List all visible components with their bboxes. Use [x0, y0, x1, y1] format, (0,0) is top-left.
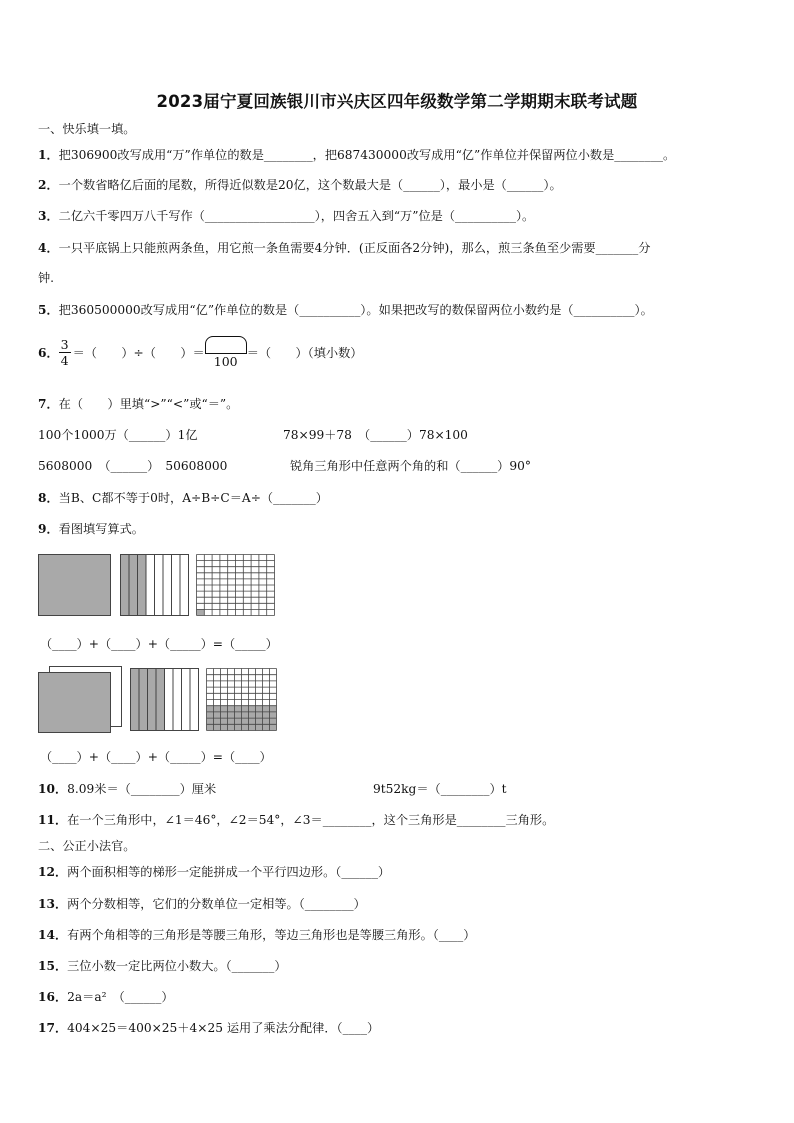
shaded-cell	[228, 712, 235, 718]
shaded-cell	[249, 712, 256, 718]
ten-rod	[155, 555, 164, 616]
question-12: 12．两个面积相等的梯形一定能拼成一个平行四边形。（______）	[38, 865, 391, 879]
shaded-cell	[221, 718, 228, 724]
question-1: 1．把306900改写成用“万”作单位的数是________，把687430000改写成用“亿”作单位并保留两位小数是________。	[38, 148, 676, 162]
ten-rod	[156, 669, 165, 731]
shaded-cell	[270, 706, 277, 712]
ten-rod	[172, 555, 181, 616]
question-11: 11．在一个三角形中，∠1＝46°，∠2＝54°，∠3＝________，这个三角形是________三角形。	[38, 813, 555, 827]
shaded-cell	[263, 706, 270, 712]
shaded-cell	[214, 718, 221, 724]
question-10b: 9t52kg＝（________）t	[373, 782, 507, 796]
shaded-cell	[270, 724, 277, 730]
question-7b: 78×99＋78 （______）78×100	[283, 428, 468, 442]
ten-rod	[148, 669, 157, 731]
question-15: 15．三位小数一定比两位小数大。（_______）	[38, 959, 287, 973]
hundred-square	[39, 555, 111, 616]
ten-rod	[165, 669, 174, 731]
ten-rod	[173, 669, 182, 731]
question-3: 3．二亿六千零四万八千写作（__________________），四舍五入到“万”位是（__________）。	[38, 209, 535, 223]
shaded-cell	[270, 712, 277, 718]
question-7c: 5608000 （______） 50608000	[38, 459, 228, 473]
question-10a: 10．8.09米＝（________）厘米	[38, 782, 217, 796]
ten-rod	[182, 669, 191, 731]
shaded-cell	[249, 706, 256, 712]
ten-rods	[121, 555, 189, 616]
shaded-cell	[263, 724, 270, 730]
ten-rod	[129, 555, 138, 616]
shaded-cell	[256, 718, 263, 724]
shaded-cell	[207, 706, 214, 712]
shaded-cell	[242, 706, 249, 712]
ten-rod	[138, 555, 147, 616]
ten-rods-2	[130, 668, 200, 732]
shaded-cell	[207, 712, 214, 718]
ten-rod	[180, 555, 189, 616]
question-2: 2．一个数省略亿后面的尾数，所得近似数是20亿，这个数最大是（______），最小是（______）。	[38, 178, 562, 192]
shaded-cell	[249, 724, 256, 730]
section-2-heading: 二、公正小法官。	[38, 839, 136, 853]
section-1-heading: 一、快乐填一填。	[38, 122, 136, 136]
question-9: 9．看图填写算式。	[38, 522, 144, 536]
fraction-blank-100: 100	[205, 336, 247, 369]
hundred-square-2	[39, 673, 111, 733]
shaded-cell	[242, 724, 249, 730]
question-7a: 100个1000万（______）1亿	[38, 428, 198, 442]
ten-rod	[146, 555, 155, 616]
question-9-equation-2: （____）+（____）+（_____）=（____）	[40, 750, 272, 764]
figure-row-2-squares	[38, 666, 122, 734]
shaded-cell	[221, 712, 228, 718]
shaded-cell	[214, 712, 221, 718]
shaded-cell	[228, 718, 235, 724]
shaded-cell	[270, 718, 277, 724]
figure-row-1	[38, 554, 198, 617]
shaded-cell	[221, 724, 228, 730]
shaded-cell	[235, 718, 242, 724]
shaded-cell	[256, 724, 263, 730]
shaded-cell	[235, 724, 242, 730]
question-16: 16．2a＝a² （______）	[38, 990, 174, 1004]
question-4: 4．一只平底锅上只能煎两条鱼，用它煎一条鱼需要4分钟．(正反面各2分钟)，那么，煎三条鱼至少需要_______分	[38, 241, 651, 255]
shaded-cell	[249, 718, 256, 724]
shaded-cell	[242, 718, 249, 724]
question-13: 13．两个分数相等，它们的分数单位一定相等。（________）	[38, 897, 366, 911]
ten-rod	[131, 669, 140, 731]
ten-rod	[163, 555, 172, 616]
fraction-3-4: $\frac{3}{4}$	[60, 337, 69, 368]
shaded-cell	[228, 724, 235, 730]
shaded-cell	[242, 712, 249, 718]
ten-rod	[190, 669, 199, 731]
shaded-cell	[207, 718, 214, 724]
question-17: 17．404×25＝400×25＋4×25 运用了乘法分配律．（____）	[38, 1021, 380, 1035]
question-8: 8．当B、C都不等于0时，A÷B÷C＝A÷（_______）	[38, 491, 328, 505]
shaded-cell	[263, 712, 270, 718]
shaded-cell	[228, 706, 235, 712]
shaded-cell	[256, 706, 263, 712]
ten-rod	[121, 555, 130, 616]
hundredths-grid-1	[196, 554, 276, 617]
grid-cells	[197, 555, 275, 616]
shaded-cell	[263, 718, 270, 724]
grid-cells	[207, 669, 277, 731]
question-7: 7．在（ ）里填“>”“<”或“＝”。	[38, 397, 239, 411]
hundredths-grid-2	[206, 668, 278, 732]
shaded-cell	[207, 724, 214, 730]
shaded-cell	[221, 706, 228, 712]
page-title: 2023届宁夏回族银川市兴庆区四年级数学第二学期期末联考试题	[156, 92, 638, 111]
question-14: 14．有两个角相等的三角形是等腰三角形，等边三角形也是等腰三角形。（____）	[38, 928, 476, 942]
shaded-cell	[214, 706, 221, 712]
shaded-cell	[235, 712, 242, 718]
shaded-cell	[197, 609, 205, 615]
ten-rod	[139, 669, 148, 731]
shaded-cell	[256, 712, 263, 718]
question-4-continued: 钟.	[38, 271, 55, 285]
question-5: 5．把360500000改写成用“亿”作单位的数是（__________）。如果把改写的数保留两位小数约是（__________）。	[38, 303, 653, 317]
shaded-cell	[235, 706, 242, 712]
question-7d: 锐角三角形中任意两个角的和（______）90°	[290, 459, 531, 473]
question-9-equation-1: （____）+（____）+（_____）=（_____）	[40, 637, 278, 651]
shaded-cell	[214, 724, 221, 730]
question-6: 6． $\frac{3}{4}$ ＝（ ）÷（ ）＝ 100 ＝（ ）（填小数）	[38, 337, 363, 369]
